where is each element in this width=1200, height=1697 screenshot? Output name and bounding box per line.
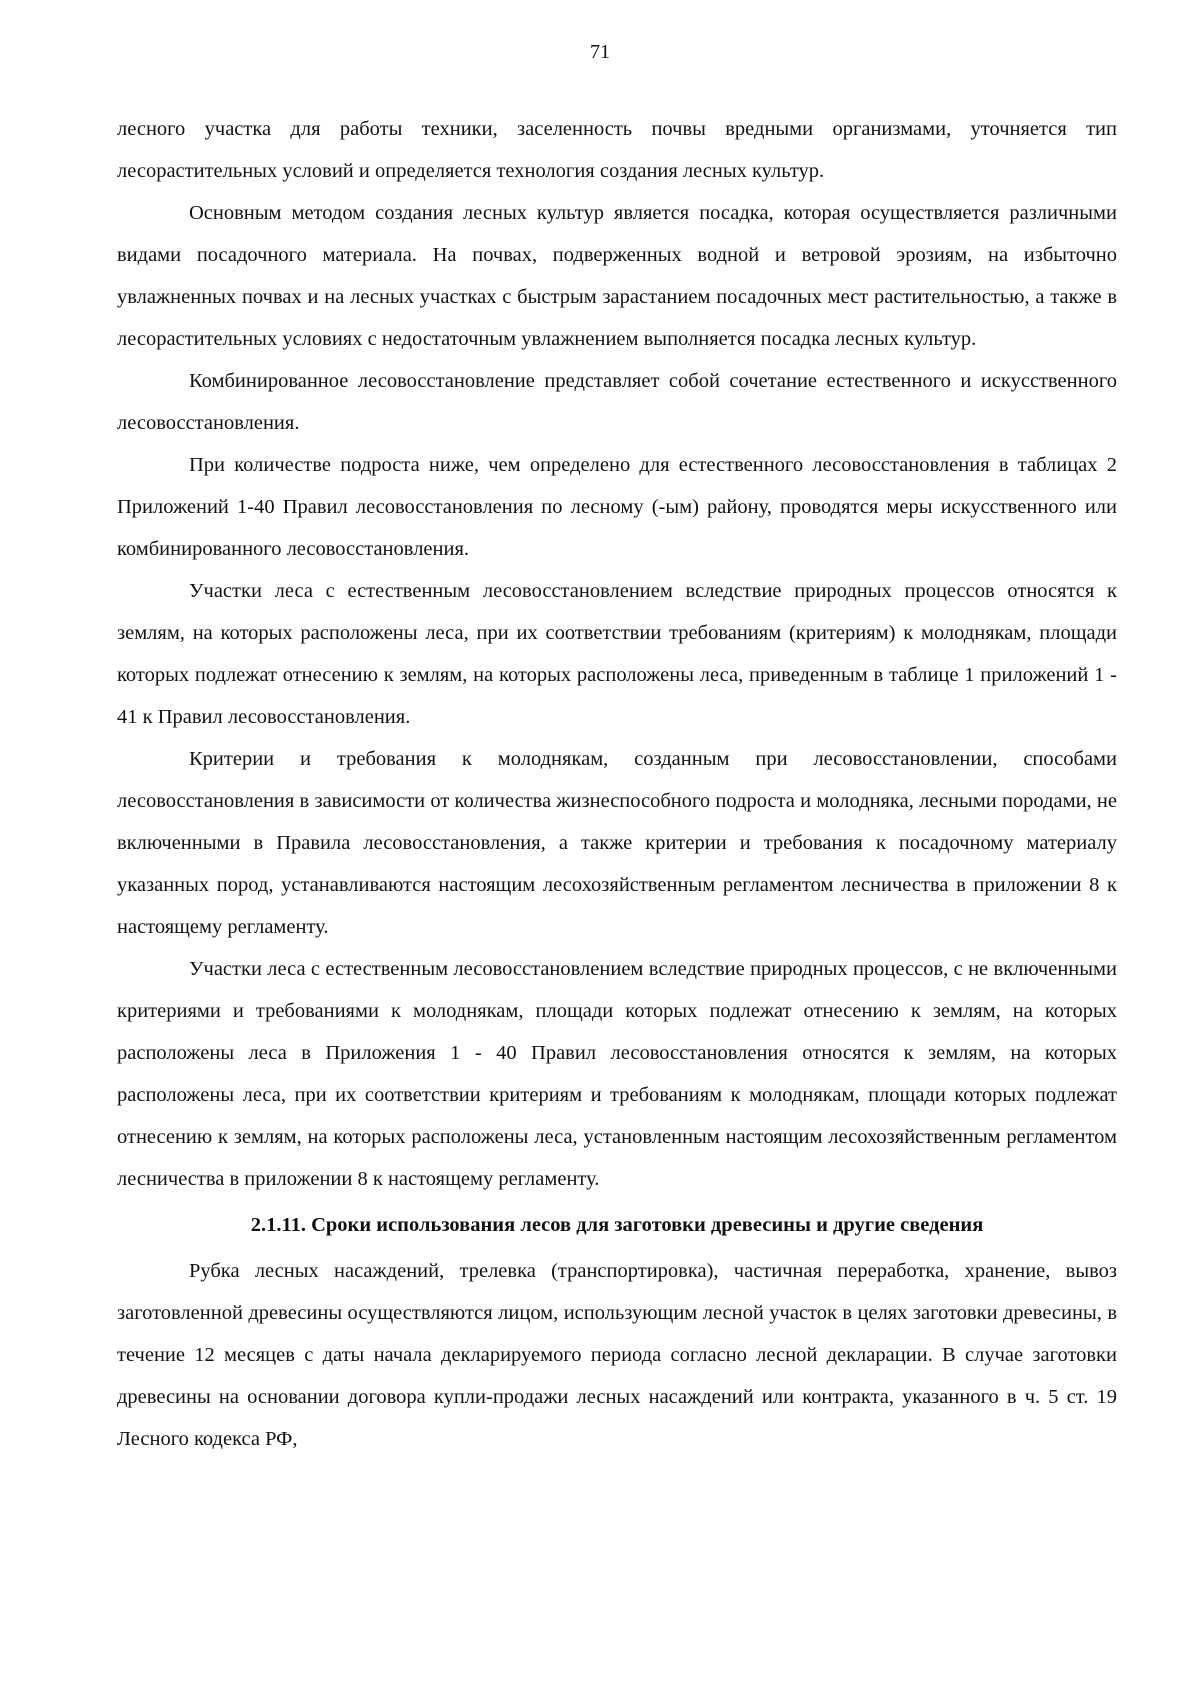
paragraph-planting-method: Основным методом создания лесных культур является посадка, которая осуществляется различными видами посадочного материала. На почвах, подверженных водной и ветровой эрозиям, на избыточно увлажненных почвах и на лесных участках с быстрым зарастанием посадочных мест растительностью, а также в лесорастительных условиях с недостаточным увлажнением выполняется посадка лесных культур.: [117, 202, 1117, 350]
paragraph-combined-reforestation: Комбинированное лесовосстановление представляет собой сочетание естественного и искусственного лесовосстановления.: [117, 370, 1117, 434]
page-body: [117, 108, 1117, 1460]
paragraph-continuation: лесного участка для работы техники, заселенность почвы вредными организмами, уточняется тип лесорастительных условий и определяется технология создания лесных культур.: [117, 118, 1117, 182]
paragraph-natural-processes: Участки леса с естественным лесовосстановлением вследствие природных процессов, с не включенными критериями и требованиями к молоднякам, площади которых подлежат отнесению к землям, на которых расположены леса в Приложения 1 - 40 Правил лесовосстановления относятся к землям, на которых расположены леса, при их соответствии критериям и требованиям к молоднякам, площади которых подлежат отнесению к землям, на которых расположены леса, установленным настоящим лесохозяйственным регламентом лесничества в приложении 8 к настоящему регламенту.: [117, 958, 1117, 1190]
paragraph-undergrowth: При количестве подроста ниже, чем определено для естественного лесовосстановления в таблицах 2 Приложений 1-40 Правил лесовосстановления по лесному (-ым) району, проводятся меры искусственного или комбинированного лесовосстановления.: [117, 454, 1117, 560]
paragraph-logging-terms: Рубка лесных насаждений, трелевка (транспортировка), частичная переработка, хранение, вывоз заготовленной древесины осуществляются лицом, использующим лесной участок в целях заготовки древесины, в течение 12 месяцев с даты начала декларируемого периода согласно лесной декларации. В случае заготовки древесины на основании договора купли-продажи лесных насаждений или контракта, указанного в ч. 5 ст. 19 Лесного кодекса РФ,: [117, 1260, 1117, 1450]
paragraph-criteria: Критерии и требования к молоднякам, созданным при лесовосстановлении, способами лесовосстановления в зависимости от количества жизнеспособного подроста и молодняка, лесными породами, не включенными в Правила лесовосстановления, а также критерии и требования к посадочному материалу указанных пород, устанавливаются настоящим лесохозяйственным регламентом лесничества в приложении 8 к настоящему регламенту.: [117, 748, 1117, 938]
section-heading: 2.1.11. Сроки использования лесов для заготовки древесины и другие сведения: [250, 1214, 984, 1236]
page-number: 71: [590, 41, 610, 63]
paragraph-natural-reforestation: Участки леса с естественным лесовосстановлением вследствие природных процессов относятся к землям, на которых расположены леса, при их соответствии требованиям (критериям) к молоднякам, площади которых подлежат отнесению к землям, на которых расположены леса, приведенным в таблице 1 приложений 1 - 41 к Правил лесовосстановления.: [117, 580, 1117, 728]
